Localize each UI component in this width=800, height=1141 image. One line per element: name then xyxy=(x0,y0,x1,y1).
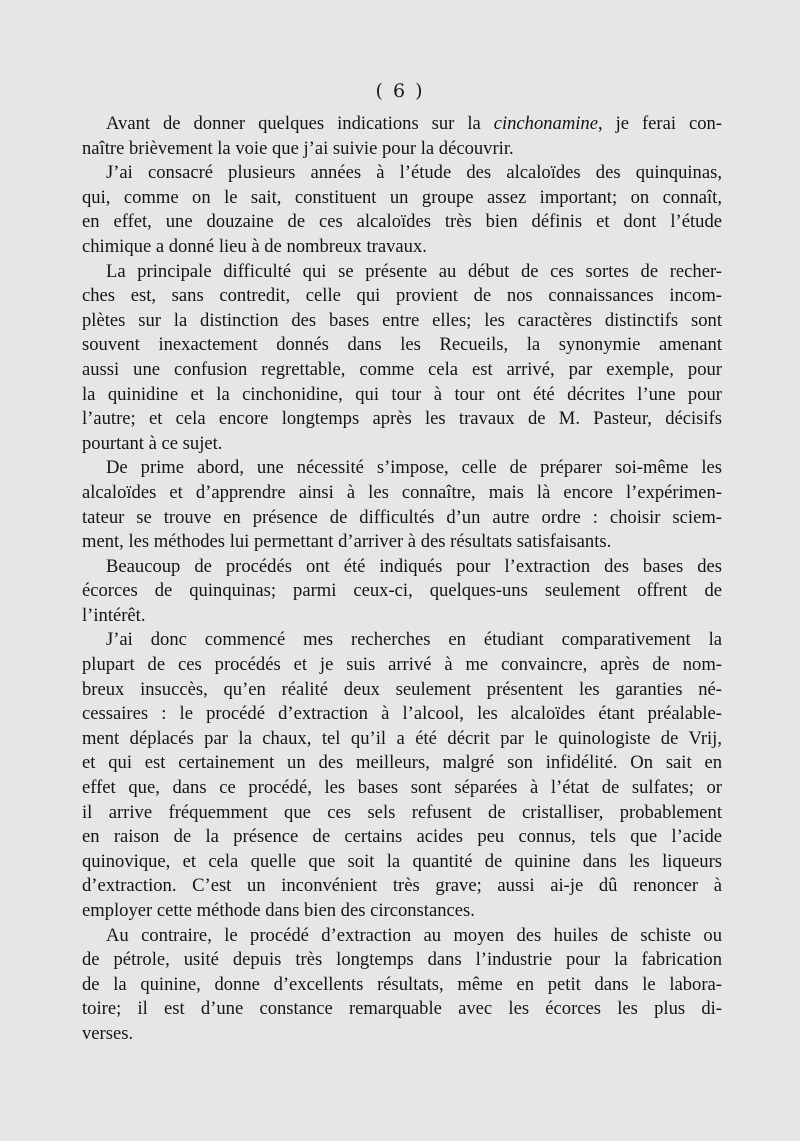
text-line: souvent inexactement donnés dans les Recueils, la synonymie amenant xyxy=(82,334,722,356)
paragraph xyxy=(82,161,722,259)
text-line: et qui est certainement un des meilleurs, malgré son infidélité. On sait en xyxy=(82,752,722,774)
text-line: breux insuccès, qu’en réalité deux seulement présentent les garanties né- xyxy=(82,678,722,700)
text-line: tateur se trouve en présence de difficultés d’un autre ordre : choisir sciem- xyxy=(82,506,722,528)
paragraph xyxy=(82,924,722,1047)
paragraph xyxy=(82,628,722,923)
text-line: employer cette méthode dans bien des circonstances. xyxy=(82,900,475,921)
text-line: toire; il est d’une constance remarquable avec les écorces les plus di- xyxy=(82,998,722,1020)
paragraph xyxy=(82,260,722,457)
text-line: ches est, sans contredit, celle qui provient de nos connaissances incom- xyxy=(82,285,722,307)
paragraph xyxy=(82,555,722,629)
text-line: alcaloïdes et d’apprendre ainsi à les connaître, mais là encore l’expérimen- xyxy=(82,481,722,503)
text-line: Beaucoup de procédés ont été indiqués pour l’extraction des bases des xyxy=(106,555,722,577)
text-line: de la quinine, donne d’excellents résultats, même en petit dans le labora- xyxy=(82,973,722,995)
text-line: ment déplacés par la chaux, tel qu’il a été décrit par le quinologiste de Vrij, xyxy=(82,727,722,749)
text-line: effet que, dans ce procédé, les bases sont séparées à l’état de sulfates; or xyxy=(82,777,722,799)
text-line: de pétrole, usité depuis très longtemps dans l’industrie pour la fabrication xyxy=(82,949,722,971)
text-line: quinovique, et cela quelle que soit la quantité de quinine dans les liqueurs xyxy=(82,850,722,872)
text-line: J’ai donc commencé mes recherches en étudiant comparativement la xyxy=(106,629,722,651)
text-line: Avant de donner quelques indications sur la cinchonamine, je ferai con- xyxy=(106,113,722,134)
text-line: ment, les méthodes lui permettant d’arriver à des résultats satisfaisants. xyxy=(82,531,612,553)
text-line: pourtant à ce sujet. xyxy=(82,432,223,454)
text-line: La principale difficulté qui se présente au début de ces sortes de recher- xyxy=(106,260,722,282)
text-line: verses. xyxy=(82,1022,134,1044)
text-line: Au contraire, le procédé d’extraction au moyen des huiles de schiste ou xyxy=(106,924,722,946)
text-line: plupart de ces procédés et je suis arrivé à me convaincre, après de nom- xyxy=(82,654,722,676)
body-text xyxy=(82,112,722,1047)
text-line: l’intérêt. xyxy=(82,604,146,626)
text-line: chimique a donné lieu à de nombreux travaux. xyxy=(82,235,427,257)
paragraph xyxy=(82,112,722,161)
text-line: en effet, une douzaine de ces alcaloïdes très bien définis et dont l’étude xyxy=(82,211,722,233)
text-line: écorces de quinquinas; parmi ceux-ci, quelques-uns seulement offrent de xyxy=(82,580,722,602)
page-number: ( 6 ) xyxy=(375,80,425,102)
text-line: d’extraction. C’est un inconvénient très grave; aussi ai-je dû renoncer à xyxy=(82,875,722,897)
text-line: en raison de la présence de certains acides peu connus, tels que l’acide xyxy=(82,826,722,848)
text-line: plètes sur la distinction des bases entre elles; les caractères distinctifs sont xyxy=(82,309,722,331)
text-line: De prime abord, une nécessité s’impose, celle de préparer soi-même les xyxy=(106,457,722,479)
text-line: J’ai consacré plusieurs années à l’étude des alcaloïdes des quinquinas, xyxy=(106,162,722,184)
text-line: qui, comme on le sait, constituent un groupe assez important; on connaît, xyxy=(82,186,722,208)
text-line: naître brièvement la voie que j’ai suivie pour la découvrir. xyxy=(82,137,514,159)
text-line: l’autre; et cela encore longtemps après les travaux de M. Pasteur, décisifs xyxy=(82,408,722,430)
text-line: il arrive fréquemment que ces sels refusent de cristalliser, probablement xyxy=(82,801,722,823)
paragraph xyxy=(82,456,722,554)
text-line: la quinidine et la cinchonidine, qui tour à tour ont été décrites l’une pour xyxy=(82,383,722,405)
text-line: cessaires : le procédé d’extraction à l’alcool, les alcaloïdes étant préalable- xyxy=(82,703,722,725)
text-line: aussi une confusion regrettable, comme cela est arrivé, par exemple, pour xyxy=(82,358,722,380)
